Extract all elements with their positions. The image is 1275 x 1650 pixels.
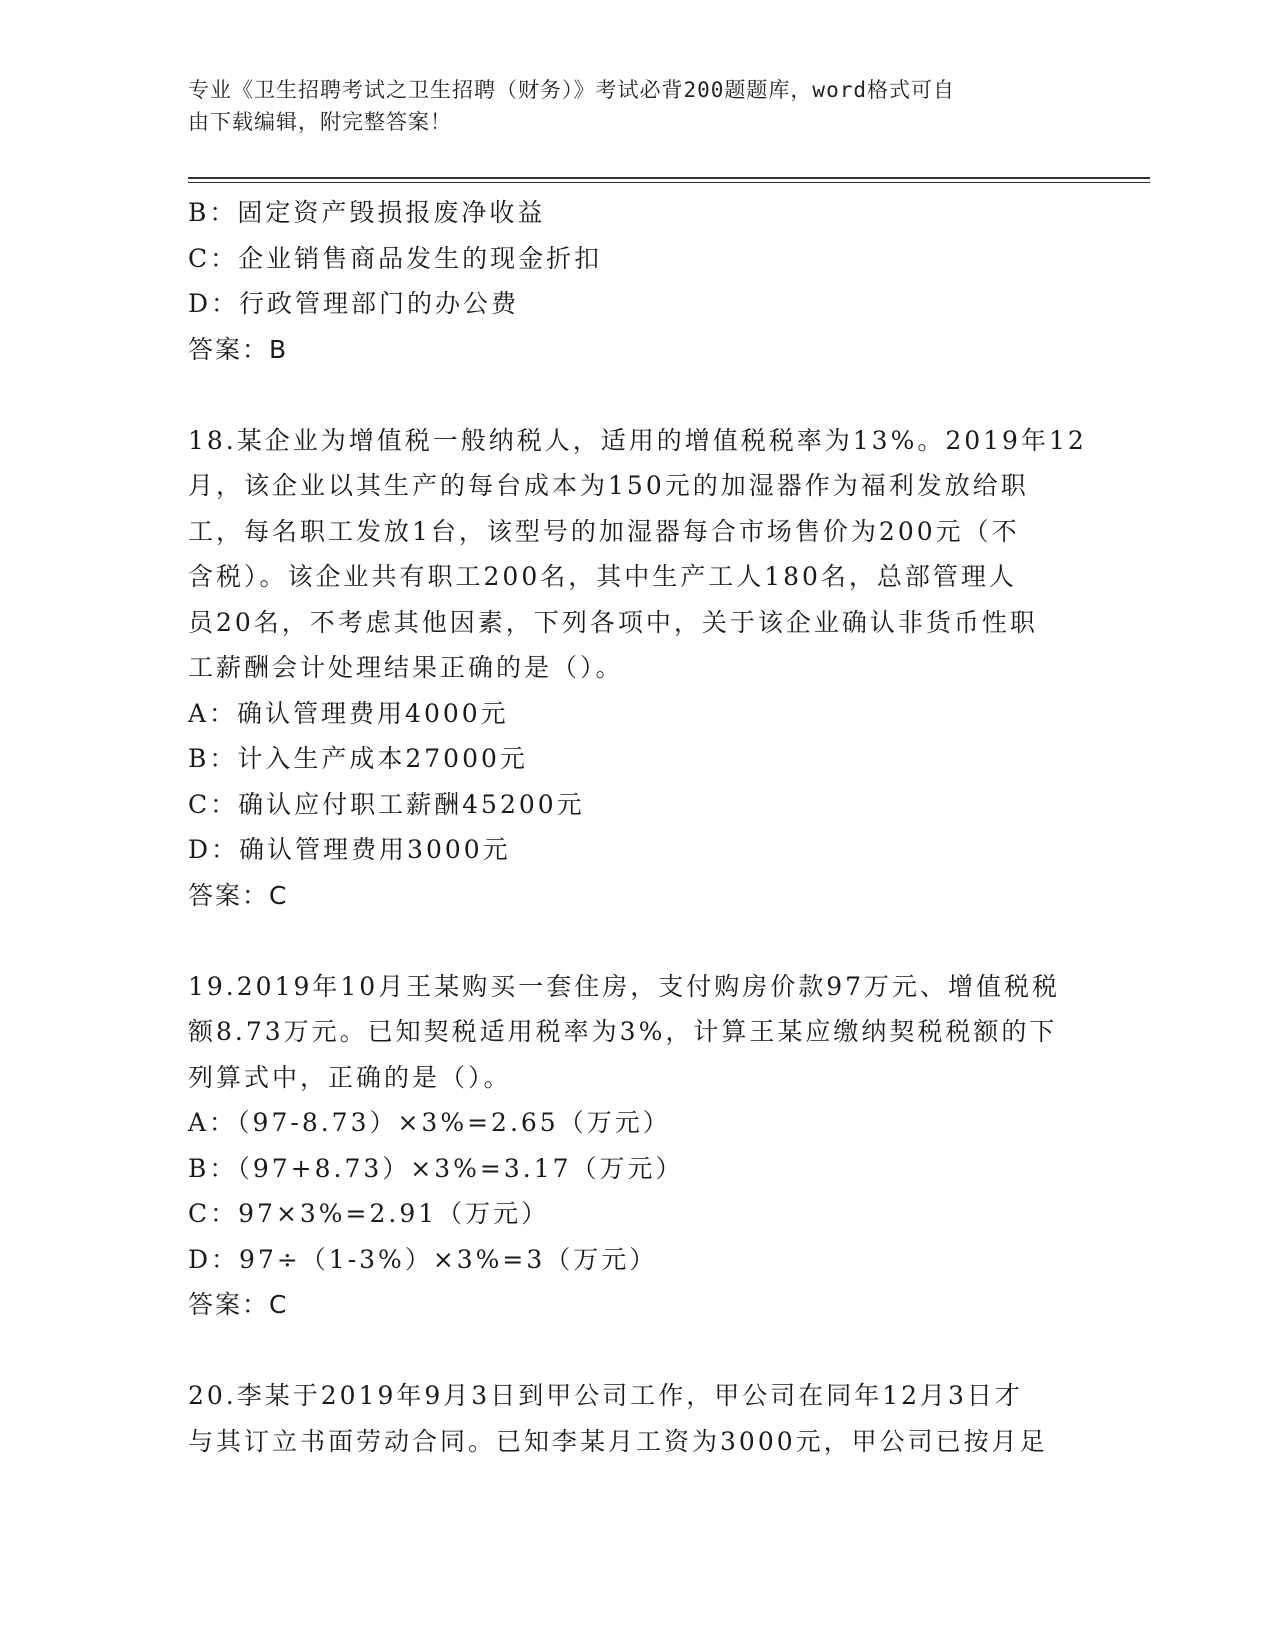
option-a: A：（97-8.73）×3%=2.65（万元） — [188, 1108, 671, 1137]
question-stem-line: 工薪酬会计处理结果正确的是（）。 — [188, 653, 624, 682]
question-stem-line: 19.2019年10月王某购买一套住房，支付购房价款97万元、增值税税 — [188, 971, 1061, 1001]
option-d: D：确认管理费用3000元 — [188, 835, 511, 864]
question-18 — [188, 418, 1088, 919]
option-c: C：企业销售商品发生的现金折扣 — [188, 243, 603, 273]
option-c: C：97×3%=2.91（万元） — [188, 1199, 550, 1228]
question-stem-line: 工，每名职工发放1台，该型号的加湿器每合市场售价为200元（不 — [188, 516, 1020, 546]
spacer — [188, 372, 1088, 418]
header-divider-thick — [188, 177, 1150, 179]
option-b: B：固定资产毁损报废净收益 — [188, 198, 546, 227]
question-stem-line: 额8.73万元。已知契税适用税率为3%，计算王某应缴纳契税税额的下 — [188, 1017, 1058, 1046]
question-stem-line: 月，该企业以其生产的每台成本为150元的加湿器作为福利发放给职 — [188, 471, 1029, 500]
question-stem-line: 20.李某于2019年9月3日到甲公司工作，甲公司在同年12月3日才 — [188, 1381, 1023, 1410]
header-divider-thin — [188, 182, 1150, 183]
header-line: 专业《卫生招聘考试之卫生招聘（财务）》考试必背200题题库，word格式可自 — [188, 78, 955, 102]
document-body — [188, 190, 1088, 1464]
question-20 — [188, 1373, 1088, 1464]
option-d: D：行政管理部门的办公费 — [188, 289, 520, 318]
document-header — [188, 74, 1068, 138]
answer-line: 答案：B — [188, 334, 289, 364]
spacer — [188, 1328, 1088, 1374]
answer-line: 答案：C — [188, 880, 289, 910]
question-stem-line: 与其订立书面劳动合同。已知李某月工资为3000元，甲公司已按月足 — [188, 1426, 1048, 1456]
spacer — [188, 918, 1088, 964]
option-c: C：确认应付职工薪酬45200元 — [188, 789, 585, 819]
question-fragment — [188, 190, 1088, 372]
question-19 — [188, 964, 1088, 1328]
question-stem-line: 含税）。该企业共有职工200名，其中生产工人180名，总部管理人 — [188, 562, 1017, 591]
question-stem-line: 员20名，不考虑其他因素，下列各项中，关于该企业确认非货币性职 — [188, 607, 1038, 637]
answer-line: 答案：C — [188, 1290, 289, 1319]
header-line: 由下载编辑，附完整答案！ — [188, 110, 452, 134]
question-stem-line: 列算式中，正确的是（）。 — [188, 1062, 512, 1092]
question-stem-line: 18.某企业为增值税一般纳税人，适用的增值税税率为13%。2019年12 — [188, 425, 1087, 455]
option-a: A：确认管理费用4000元 — [188, 698, 509, 728]
option-d: D：97÷（1-3%）×3%=3（万元） — [188, 1244, 658, 1274]
option-b: B：计入生产成本27000元 — [188, 744, 528, 773]
option-b: B：（97+8.73）×3%=3.17（万元） — [188, 1153, 684, 1183]
